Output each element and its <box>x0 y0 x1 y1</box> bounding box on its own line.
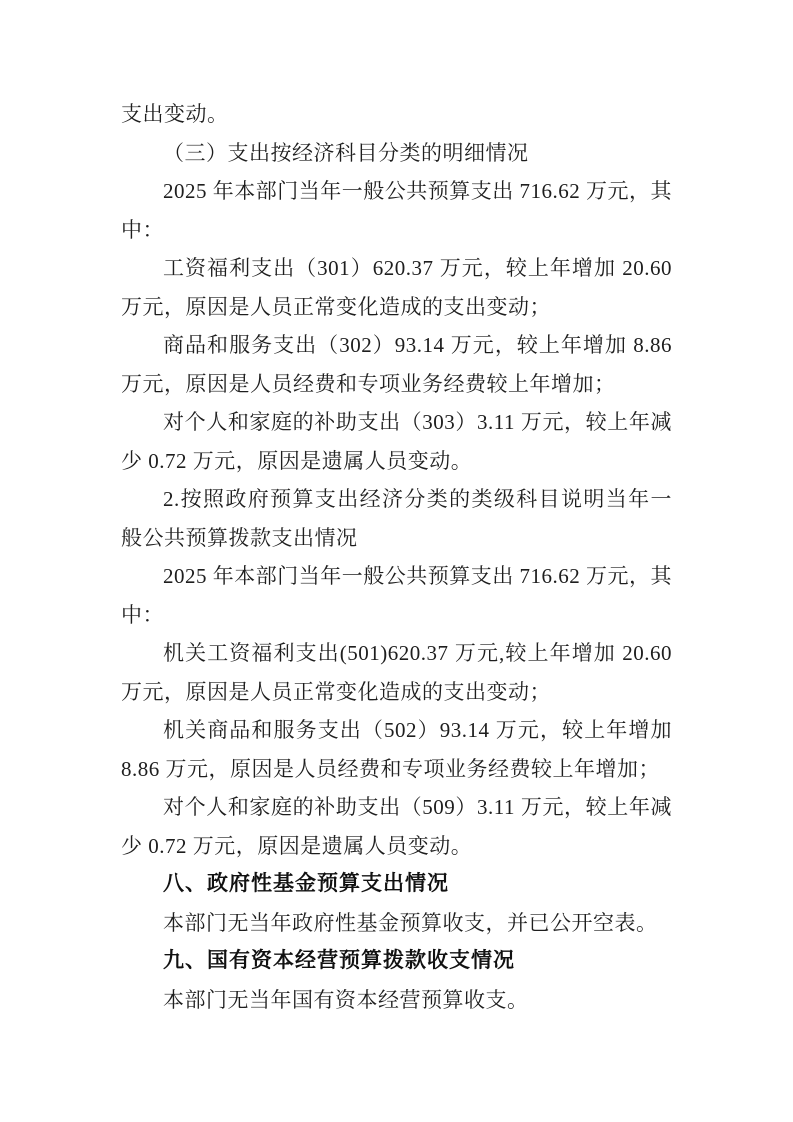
paragraph-individual-family-subsidy-303: 对个人和家庭的补助支出（303）3.11 万元，较上年减少 0.72 万元，原因是遗属人员变动。 <box>121 410 672 473</box>
paragraph-individual-family-subsidy-509: 对个人和家庭的补助支出（509）3.11 万元，较上年减少 0.72 万元，原因是遗属人员变动。 <box>121 795 672 858</box>
paragraph-wage-welfare-301: 工资福利支出（301）620.37 万元，较上年增加 20.60 万元，原因是人员正常变化造成的支出变动； <box>121 256 672 319</box>
paragraph-agency-wage-welfare-501: 机关工资福利支出(501)620.37 万元,较上年增加 20.60 万元，原因是人员正常变化造成的支出变动； <box>121 641 672 704</box>
document-body <box>121 95 672 1019</box>
subsection-heading-expenditure-by-economic-category: （三）支出按经济科目分类的明细情况 <box>163 140 529 165</box>
section-heading-9-state-capital-budget: 九、国有资本经营预算拨款收支情况 <box>163 949 515 972</box>
paragraph-goods-services-302: 商品和服务支出（302）93.14 万元，较上年增加 8.86 万元，原因是人员经费和专项业务经费较上年增加； <box>121 333 672 396</box>
paragraph-total-budget-expenditure-2: 2025 年本部门当年一般公共预算支出 716.62 万元，其中： <box>121 564 672 627</box>
paragraph-gov-budget-classification-intro: 2.按照政府预算支出经济分类的类级科目说明当年一般公共预算拨款支出情况 <box>121 487 672 550</box>
paragraph-no-state-capital-budget: 本部门无当年国有资本经营预算收支。 <box>163 987 529 1012</box>
section-heading-8-gov-fund-budget: 八、政府性基金预算支出情况 <box>163 872 449 895</box>
paragraph-total-budget-expenditure: 2025 年本部门当年一般公共预算支出 716.62 万元，其中： <box>121 179 672 242</box>
paragraph-agency-goods-services-502: 机关商品和服务支出（502）93.14 万元，较上年增加 8.86 万元，原因是人员经费和专项业务经费较上年增加； <box>121 718 672 781</box>
page-continuation-text: 支出变动。 <box>121 102 229 126</box>
paragraph-no-gov-fund-budget: 本部门无当年政府性基金预算收支，并已公开空表。 <box>163 910 658 935</box>
